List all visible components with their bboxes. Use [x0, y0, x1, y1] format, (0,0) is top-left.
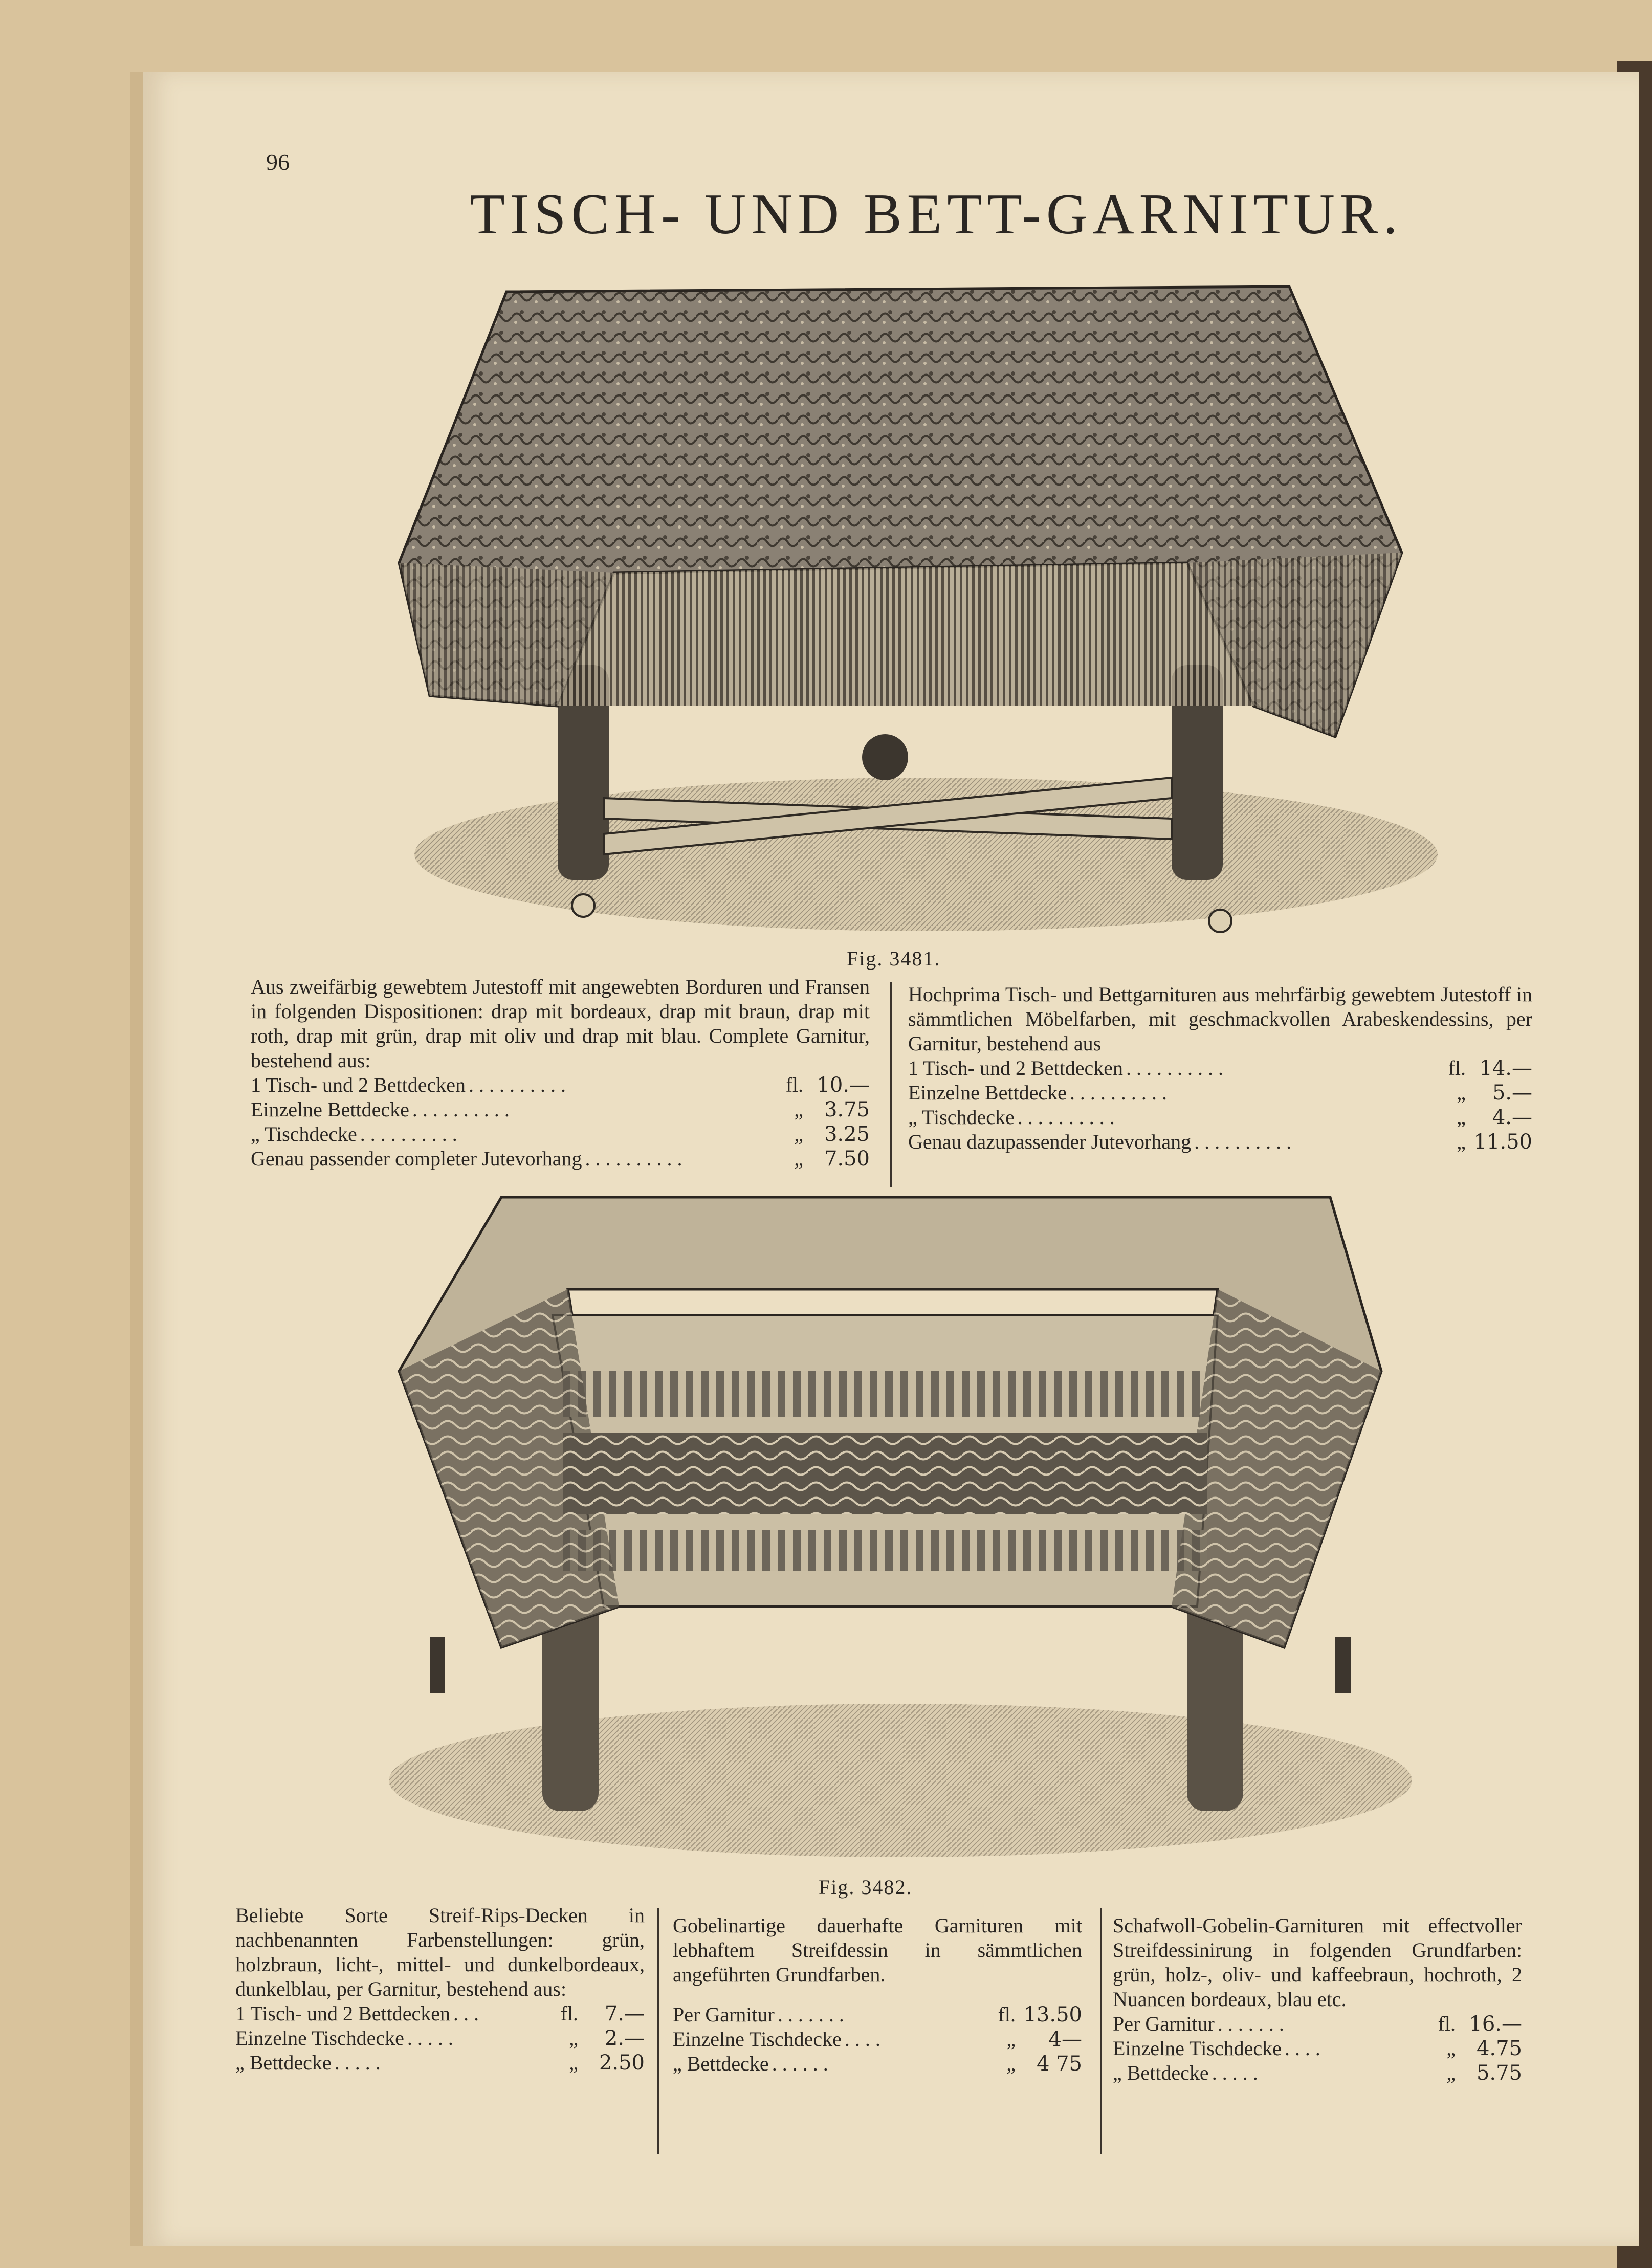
price-unit: „: [794, 1147, 803, 1170]
price-item: Genau passender completer Jutevorhang: [251, 1147, 582, 1170]
price-value: 3.25: [824, 1122, 870, 1146]
price-value: 4—: [1048, 2028, 1082, 2051]
col2-price-list: [673, 2002, 1082, 2076]
col1-text: Beliebte Sorte Streif-Rips-Decken in nachbenannten Farbenstellungen: grün, holzbraun, licht-, mittel- und dunkelbordeaux, dunkelblau, per Garnitur, bestehend aus:: [235, 1904, 645, 2000]
price-row: Per Garnitur ....... fl. 13.50: [673, 2003, 1082, 2027]
price-unit: „: [1457, 1106, 1466, 1129]
price-item: Per Garnitur: [1113, 2012, 1215, 2035]
price-item: Einzelne Bettdecke: [908, 1081, 1067, 1104]
figure-3482-illustration: [379, 1187, 1422, 1867]
price-value: 3.75: [824, 1098, 870, 1121]
price-value: 4.—: [1492, 1106, 1532, 1129]
price-row: Per Garnitur ....... fl. 16.—: [1113, 2012, 1522, 2036]
price-value: 13.50: [1023, 2003, 1082, 2027]
price-row: „ Tischdecke .......... „ 4.—: [908, 1106, 1532, 1129]
price-value: 7.50: [824, 1147, 870, 1171]
price-item: Einzelne Tischdecke: [235, 2027, 404, 2050]
price-item: „ Bettdecke: [673, 2052, 769, 2075]
figure-3481-right-description: [908, 982, 1532, 1154]
figure-3482-col2: [673, 1913, 1082, 2076]
price-item: Per Garnitur: [673, 2003, 775, 2026]
figure-3481-left-description: [251, 975, 870, 1171]
price-item: „ Tischdecke: [251, 1122, 357, 1146]
price-item: „ Bettdecke: [235, 2051, 332, 2074]
price-value: 11.50: [1473, 1130, 1532, 1154]
price-value: 16.—: [1469, 2012, 1522, 2036]
price-item: Einzelne Tischdecke: [1113, 2037, 1282, 2060]
price-value: 5.—: [1492, 1081, 1532, 1105]
left-description-text: Aus zweifärbig gewebtem Jutestoff mit angewebten Borduren und Fransen in folgenden Dispositionen: drap mit bordeaux, drap mit braun, drap mit roth, drap mit grün, drap mit oliv und drap mit blau. Complete Garnitur, bestehend aus:: [251, 975, 870, 1072]
price-item: 1 Tisch- und 2 Bettdecken: [908, 1056, 1123, 1080]
price-value: 10.—: [817, 1073, 870, 1097]
figure-3482-col3: [1113, 1913, 1522, 2085]
figure-3481-caption: Fig. 3481.: [847, 947, 941, 970]
right-description-text: Hochprima Tisch- und Bettgarnituren aus mehrfärbig gewebtem Jutestoff in sämmtlichen Möbelfarben, mit geschmackvollen Arabeskendessins, per Garnitur, bestehend aus: [908, 983, 1532, 1055]
column-divider: [657, 1908, 659, 2154]
col3-text: Schafwoll-Gobelin-Garnituren mit effectvoller Streifdessinirung in folgenden Grundfarben: grün, holz-, oliv- und kaffeebraun, hochroth, 2 Nuancen bordeaux, blau etc.: [1113, 1914, 1522, 2011]
price-item: Einzelne Tischdecke: [673, 2028, 842, 2051]
column-divider: [1100, 1908, 1102, 2154]
price-row: Einzelne Tischdecke .... „ 4—: [673, 2028, 1082, 2051]
price-unit: fl.: [1448, 1056, 1466, 1080]
price-value: 7.—: [604, 2002, 645, 2025]
price-unit: „: [1457, 1081, 1466, 1104]
price-unit: „: [1446, 2037, 1456, 2060]
price-row: Genau dazupassender Jutevorhang .......... „ 11.50: [908, 1130, 1532, 1154]
price-unit: „: [1006, 2028, 1016, 2051]
price-unit: „: [1446, 2061, 1456, 2084]
right-price-list: [908, 1056, 1532, 1154]
price-item: 1 Tisch- und 2 Bettdecken: [251, 1073, 466, 1096]
price-unit: „: [794, 1098, 803, 1121]
price-item: „ Tischdecke: [908, 1106, 1015, 1129]
price-row: „ Bettdecke ...... „ 4 75: [673, 2052, 1082, 2076]
page-title: TISCH- UND BETT-GARNITUR.: [470, 183, 1403, 246]
figure-3481-illustration: [389, 246, 1438, 952]
price-unit: „: [1457, 1130, 1466, 1153]
price-unit: fl.: [998, 2003, 1016, 2026]
price-unit: „: [794, 1122, 803, 1146]
price-row: Einzelne Tischdecke ..... „ 2.—: [235, 2027, 645, 2050]
col2-text: Gobelinartige dauerhafte Garnituren mit lebhaftem Streifdessin in sämmtlichen angeführten Grundfarben.: [673, 1914, 1082, 1986]
price-unit: „: [1006, 2052, 1016, 2075]
price-row: Genau passender completer Jutevorhang .......... „ 7.50: [251, 1147, 870, 1171]
price-item: 1 Tisch- und 2 Bettdecken: [235, 2002, 450, 2025]
price-unit: fl.: [560, 2002, 578, 2025]
price-row: „ Tischdecke .......... „ 3.25: [251, 1122, 870, 1146]
price-value: 5.75: [1476, 2061, 1522, 2085]
price-item: Genau dazupassender Jutevorhang: [908, 1130, 1192, 1153]
price-value: 2.50: [599, 2051, 645, 2075]
price-value: 2.—: [604, 2027, 645, 2050]
left-price-list: [251, 1073, 870, 1171]
price-row: 1 Tisch- und 2 Bettdecken .......... fl. 14.—: [908, 1056, 1532, 1080]
col1-price-list: [235, 2001, 645, 2075]
price-unit: fl.: [1438, 2012, 1456, 2035]
figure-3482-col1: [235, 1903, 645, 2075]
price-item: „ Bettdecke: [1113, 2061, 1209, 2084]
price-unit: fl.: [785, 1073, 803, 1096]
price-value: 4 75: [1036, 2052, 1082, 2076]
price-row: Einzelne Bettdecke .......... „ 5.—: [908, 1081, 1532, 1105]
column-divider: [890, 982, 892, 1187]
figure-3482-caption: Fig. 3482.: [819, 1876, 913, 1899]
price-row: „ Bettdecke ..... „ 5.75: [1113, 2061, 1522, 2085]
price-row: Einzelne Bettdecke .......... „ 3.75: [251, 1098, 870, 1121]
price-item: Einzelne Bettdecke: [251, 1098, 409, 1121]
page-number: 96: [266, 149, 290, 175]
price-value: 4.75: [1476, 2037, 1522, 2060]
price-row: Einzelne Tischdecke .... „ 4.75: [1113, 2037, 1522, 2060]
price-unit: „: [569, 2051, 578, 2074]
price-row: „ Bettdecke ..... „ 2.50: [235, 2051, 645, 2075]
price-row: 1 Tisch- und 2 Bettdecken ... fl. 7.—: [235, 2002, 645, 2025]
col3-price-list: [1113, 2012, 1522, 2085]
price-unit: „: [569, 2027, 578, 2050]
price-row: 1 Tisch- und 2 Bettdecken .......... fl. 10.—: [251, 1073, 870, 1097]
price-value: 14.—: [1479, 1056, 1532, 1080]
